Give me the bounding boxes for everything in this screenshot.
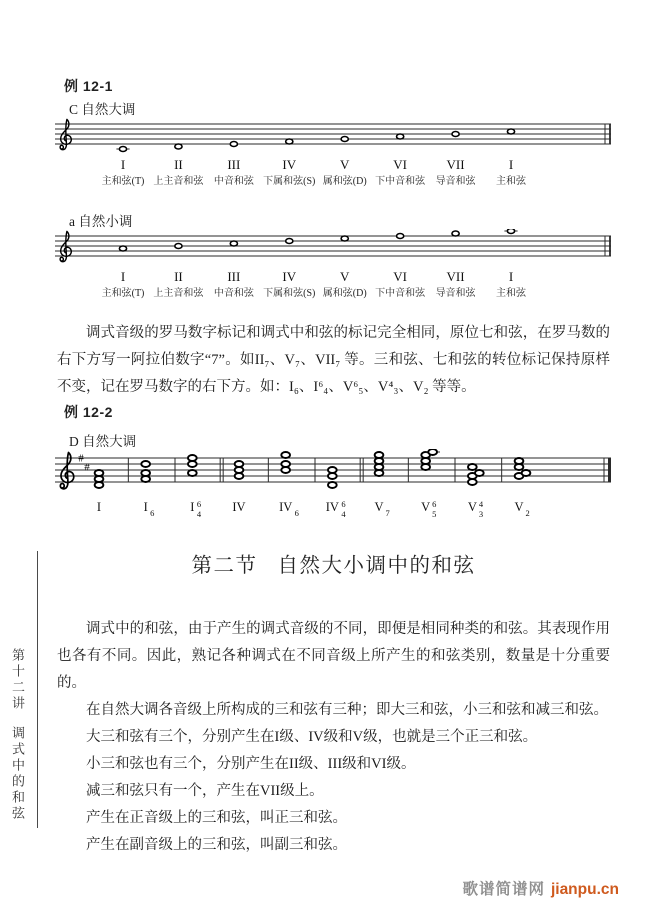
whole-note bbox=[141, 461, 150, 467]
staff-a-minor bbox=[55, 210, 612, 309]
section-title bbox=[55, 548, 612, 578]
watermark-url: jianpu.cn bbox=[550, 881, 619, 898]
roman-numeral: I bbox=[120, 269, 126, 284]
whole-note bbox=[188, 470, 197, 476]
roman-numeral: VII bbox=[446, 269, 465, 284]
degree-label: 主和弦(T) bbox=[101, 176, 145, 187]
body-paragraph: 产生在正音级上的三和弦，叫正三和弦。 bbox=[86, 810, 347, 826]
whole-note bbox=[397, 234, 404, 239]
roman-numeral: V bbox=[467, 500, 477, 514]
roman-numeral: V bbox=[514, 500, 524, 514]
staff-title: a 自然小调 bbox=[69, 214, 133, 229]
whole-note bbox=[428, 449, 437, 455]
chord-figure-bottom: 4 bbox=[196, 509, 202, 519]
whole-note bbox=[328, 482, 337, 488]
whole-note bbox=[188, 455, 197, 461]
degree-label: 属和弦(D) bbox=[322, 288, 367, 299]
whole-note bbox=[522, 470, 531, 476]
roman-numeral: IV bbox=[282, 269, 297, 284]
staff-c-major bbox=[55, 98, 612, 197]
roman-numeral: V bbox=[340, 269, 350, 284]
whole-note bbox=[281, 452, 290, 458]
degree-label: 下中音和弦 bbox=[375, 288, 426, 299]
whole-note bbox=[507, 129, 514, 134]
staff-notation bbox=[55, 117, 612, 197]
degree-label: 下中音和弦 bbox=[375, 176, 426, 187]
staff-notation bbox=[55, 229, 612, 309]
roman-numeral: III bbox=[227, 157, 241, 172]
whole-note bbox=[286, 239, 293, 244]
staff-title: D 自然大调 bbox=[69, 434, 137, 449]
section-number: 第二节 bbox=[191, 555, 258, 577]
body-text bbox=[57, 616, 610, 859]
watermark-site-name: 歌谱简谱网 bbox=[462, 881, 545, 898]
chord-figure-bottom: 6 bbox=[294, 508, 299, 518]
paragraph-roman-numeral-notation: 调式音级的罗马数字标记和调式中和弦的标记完全相同，原位七和弦，在罗马数的右下方写一阿拉伯数字“7”。如II₇、V₇、VII₇ 等。三和弦、七和弦的转位标记保持原样不变，记在罗马数字的右下方。如：I₆、I⁶₄、V⁶₅、V⁴₃、V₂ 等等。 bbox=[57, 325, 610, 395]
degree-label: 中音和弦 bbox=[213, 176, 254, 187]
whole-note bbox=[230, 142, 237, 147]
staff-notation bbox=[55, 449, 612, 529]
whole-note bbox=[235, 461, 244, 467]
chord-figure-top: 4 bbox=[478, 499, 484, 509]
degree-label: 主和弦 bbox=[496, 288, 526, 299]
whole-note bbox=[452, 132, 459, 137]
whole-note bbox=[175, 144, 182, 149]
chord-figure-bottom: 2 bbox=[525, 508, 530, 518]
roman-numeral: VI bbox=[393, 269, 408, 284]
whole-note bbox=[515, 458, 524, 464]
roman-numeral: IV bbox=[232, 500, 246, 514]
whole-note bbox=[397, 134, 404, 139]
roman-numeral: I bbox=[143, 500, 148, 514]
roman-numeral: III bbox=[227, 269, 241, 284]
chord-figure-bottom: 3 bbox=[478, 509, 484, 519]
whole-note bbox=[175, 244, 182, 249]
degree-label: 导音和弦 bbox=[435, 176, 476, 187]
body-paragraph: 小三和弦也有三个，分别产生在II级、III级和VI级。 bbox=[86, 756, 416, 772]
degree-label: 主和弦(T) bbox=[101, 288, 145, 299]
body-paragraph: 调式中的和弦，由于产生的调式音级的不同，即便是相同种类的和弦。其表现作用也各有不同。因此，熟记各种调式在不同音级上所产生的和弦类别，数量是十分重要的。 bbox=[57, 621, 610, 691]
roman-numeral: I bbox=[190, 500, 195, 514]
whole-note bbox=[95, 470, 104, 476]
whole-note bbox=[375, 452, 384, 458]
degree-label: 属和弦(D) bbox=[322, 176, 367, 187]
chord-figure-top: 6 bbox=[196, 499, 202, 509]
whole-note bbox=[507, 229, 514, 234]
whole-note bbox=[475, 470, 484, 476]
roman-numeral: I bbox=[508, 269, 514, 284]
chapter-sidebar bbox=[8, 648, 27, 848]
roman-numeral: VI bbox=[393, 157, 408, 172]
degree-label: 上主音和弦 bbox=[153, 176, 204, 187]
body-paragraph: 在自然大调各音级上所构成的三和弦有三种；即大三和弦，小三和弦和减三和弦。 bbox=[86, 702, 608, 718]
whole-note bbox=[452, 231, 459, 236]
roman-numeral: II bbox=[174, 157, 183, 172]
body-paragraph: 产生在副音级上的三和弦，叫副三和弦。 bbox=[86, 837, 347, 853]
degree-label: 上主音和弦 bbox=[153, 288, 204, 299]
roman-numeral: IV bbox=[279, 500, 293, 514]
section-title-text: 自然大小调中的和弦 bbox=[277, 555, 476, 577]
degree-label: 下属和弦(S) bbox=[263, 288, 316, 299]
roman-numeral: I bbox=[508, 157, 514, 172]
body-paragraph: 减三和弦只有一个，产生在VII级上。 bbox=[86, 783, 324, 799]
roman-numeral: VII bbox=[446, 157, 465, 172]
whole-note bbox=[328, 467, 337, 473]
degree-label: 主和弦 bbox=[496, 176, 526, 187]
roman-numeral: II bbox=[174, 269, 183, 284]
whole-note bbox=[230, 241, 237, 246]
whole-note bbox=[468, 464, 477, 470]
staff-title: C 自然大调 bbox=[69, 102, 136, 117]
body-paragraph: 大三和弦有三个，分别产生在I级、IV级和V级，也就是三个正三和弦。 bbox=[86, 729, 538, 745]
sharp-sign: # bbox=[84, 461, 90, 474]
chord-figure-top: 6 bbox=[432, 499, 437, 509]
chord-figure-bottom: 4 bbox=[341, 509, 346, 519]
whole-note bbox=[141, 470, 150, 476]
example-2-label: 例 12-2 bbox=[64, 404, 113, 420]
chapter-number: 第十二讲 bbox=[10, 648, 25, 712]
degree-label: 下属和弦(S) bbox=[263, 176, 316, 187]
chord-figure-top: 6 bbox=[341, 499, 346, 509]
staff-d-major bbox=[55, 430, 612, 529]
roman-numeral: IV bbox=[282, 157, 297, 172]
roman-numeral: I bbox=[96, 500, 102, 514]
whole-note bbox=[281, 461, 290, 467]
roman-numeral: I bbox=[120, 157, 126, 172]
chapter-title: 调式中的和弦 bbox=[10, 726, 25, 822]
whole-note bbox=[119, 147, 126, 152]
degree-label: 导音和弦 bbox=[435, 288, 476, 299]
whole-note bbox=[119, 246, 126, 251]
whole-note bbox=[341, 137, 348, 142]
sidebar-divider bbox=[37, 551, 38, 828]
example-1-label: 例 12-1 bbox=[64, 78, 113, 94]
degree-label: 中音和弦 bbox=[213, 288, 254, 299]
chord-figure-bottom: 6 bbox=[150, 508, 155, 518]
roman-numeral: IV bbox=[325, 500, 339, 514]
chord-figure-bottom: 7 bbox=[385, 508, 390, 518]
roman-numeral: V bbox=[374, 500, 384, 514]
sharp-sign: # bbox=[78, 452, 84, 465]
roman-numeral: V bbox=[340, 157, 350, 172]
watermark bbox=[462, 877, 619, 899]
roman-numeral: V bbox=[421, 500, 431, 514]
whole-note bbox=[286, 139, 293, 144]
chord-figure-bottom: 5 bbox=[432, 509, 437, 519]
whole-note bbox=[341, 236, 348, 241]
